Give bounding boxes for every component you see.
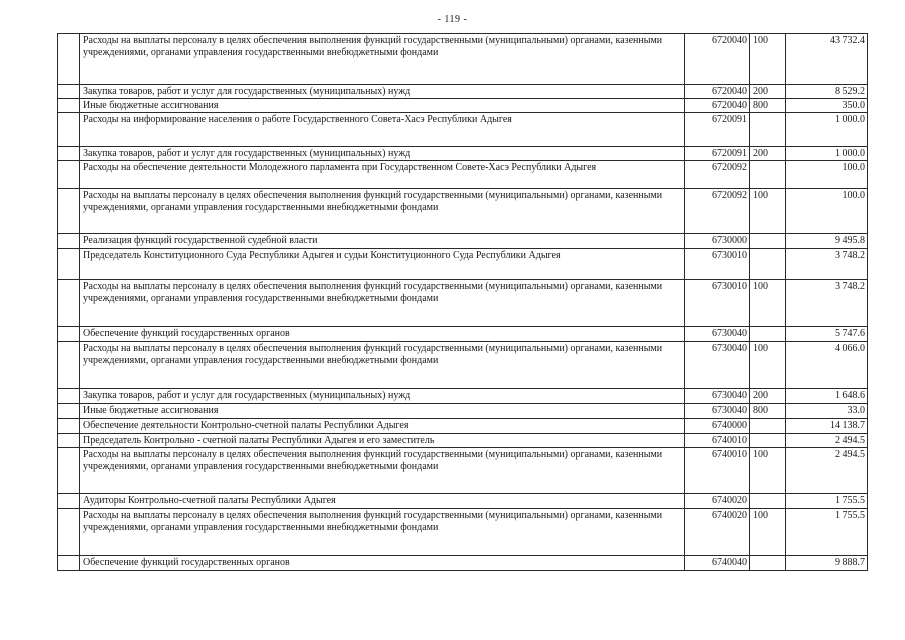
table-row (58, 113, 868, 147)
blank-cell (58, 509, 80, 556)
expense-name: Реализация функций государственной судебной власти (80, 234, 685, 249)
table-row (58, 280, 868, 327)
blank-cell (58, 249, 80, 280)
amount: 1 755.5 (786, 509, 868, 556)
expense-type: 100 (750, 34, 786, 85)
expense-name: Расходы на информирование населения о работе Государственного Совета-Хасэ Республики Адыгея (80, 113, 685, 147)
expense-name: Закупка товаров, работ и услуг для государственных (муниципальных) нужд (80, 389, 685, 404)
expense-type (750, 249, 786, 280)
target-code: 6730010 (685, 249, 750, 280)
amount: 100.0 (786, 161, 868, 189)
target-code: 6730040 (685, 342, 750, 389)
blank-cell (58, 494, 80, 509)
target-code: 6740000 (685, 419, 750, 434)
expense-name: Расходы на выплаты персоналу в целях обеспечения выполнения функций государственными (муниципальными) органами, казенными учреждениями, органами управления государственными внебюджетными фондами (80, 189, 685, 234)
expense-type (750, 327, 786, 342)
expense-name: Расходы на выплаты персоналу в целях обеспечения выполнения функций государственными (муниципальными) органами, казенными учреждениями, органами управления государственными внебюджетными фондами (80, 509, 685, 556)
amount: 350.0 (786, 99, 868, 113)
expense-name: Расходы на выплаты персоналу в целях обеспечения выполнения функций государственными (муниципальными) органами, казенными учреждениями, органами управления государственными внебюджетными фондами (80, 34, 685, 85)
blank-cell (58, 161, 80, 189)
amount: 14 138.7 (786, 419, 868, 434)
target-code: 6720040 (685, 85, 750, 99)
expense-type (750, 556, 786, 571)
blank-cell (58, 99, 80, 113)
target-code: 6730010 (685, 280, 750, 327)
blank-cell (58, 189, 80, 234)
amount: 1 000.0 (786, 113, 868, 147)
expense-type: 200 (750, 85, 786, 99)
amount: 100.0 (786, 189, 868, 234)
table-row (58, 342, 868, 389)
target-code: 6740020 (685, 509, 750, 556)
amount: 3 748.2 (786, 280, 868, 327)
blank-cell (58, 34, 80, 85)
table-row (58, 189, 868, 234)
table-row (58, 448, 868, 494)
table-row (58, 404, 868, 419)
target-code: 6720091 (685, 113, 750, 147)
amount: 1 000.0 (786, 147, 868, 161)
expense-name: Председатель Контрольно - счетной палаты Республики Адыгея и его заместитель (80, 434, 685, 448)
target-code: 6730040 (685, 404, 750, 419)
budget-table (57, 33, 868, 571)
expense-type: 100 (750, 280, 786, 327)
target-code: 6730040 (685, 327, 750, 342)
expense-name: Иные бюджетные ассигнования (80, 99, 685, 113)
expense-name: Иные бюджетные ассигнования (80, 404, 685, 419)
expense-type (750, 161, 786, 189)
amount: 3 748.2 (786, 249, 868, 280)
expense-name: Расходы на выплаты персоналу в целях обеспечения выполнения функций государственными (муниципальными) органами, казенными учреждениями, органами управления государственными внебюджетными фондами (80, 280, 685, 327)
table-row (58, 99, 868, 113)
expense-type (750, 434, 786, 448)
expense-name: Расходы на выплаты персоналу в целях обеспечения выполнения функций государственными (муниципальными) органами, казенными учреждениями, органами управления государственными внебюджетными фондами (80, 448, 685, 494)
target-code: 6740040 (685, 556, 750, 571)
target-code: 6720092 (685, 161, 750, 189)
expense-type: 800 (750, 404, 786, 419)
target-code: 6720091 (685, 147, 750, 161)
expense-type (750, 419, 786, 434)
amount: 1 648.6 (786, 389, 868, 404)
amount: 8 529.2 (786, 85, 868, 99)
amount: 1 755.5 (786, 494, 868, 509)
table-row (58, 147, 868, 161)
amount: 33.0 (786, 404, 868, 419)
blank-cell (58, 280, 80, 327)
blank-cell (58, 448, 80, 494)
blank-cell (58, 404, 80, 419)
page-number: - 119 - (437, 14, 468, 25)
blank-cell (58, 389, 80, 404)
table-row (58, 34, 868, 85)
target-code: 6720040 (685, 99, 750, 113)
expense-name: Обеспечение функций государственных органов (80, 327, 685, 342)
table-row (58, 249, 868, 280)
expense-name: Обеспечение деятельности Контрольно-счетной палаты Республики Адыгея (80, 419, 685, 434)
expense-name: Закупка товаров, работ и услуг для государственных (муниципальных) нужд (80, 147, 685, 161)
expense-type: 100 (750, 448, 786, 494)
target-code: 6730040 (685, 389, 750, 404)
target-code: 6720040 (685, 34, 750, 85)
expense-name: Председатель Конституционного Суда Республики Адыгея и судьи Конституционного Суда Республики Адыгея (80, 249, 685, 280)
expense-type: 200 (750, 147, 786, 161)
expense-type: 100 (750, 189, 786, 234)
amount: 9 888.7 (786, 556, 868, 571)
expense-type (750, 494, 786, 509)
table-row (58, 327, 868, 342)
table-row (58, 434, 868, 448)
expense-type: 100 (750, 342, 786, 389)
expense-type (750, 113, 786, 147)
blank-cell (58, 113, 80, 147)
target-code: 6730000 (685, 234, 750, 249)
table-row (58, 161, 868, 189)
amount: 43 732.4 (786, 34, 868, 85)
expense-name: Обеспечение функций государственных органов (80, 556, 685, 571)
blank-cell (58, 327, 80, 342)
budget-table-body (58, 34, 868, 571)
blank-cell (58, 419, 80, 434)
target-code: 6740010 (685, 434, 750, 448)
table-row (58, 419, 868, 434)
expense-name: Расходы на выплаты персоналу в целях обеспечения выполнения функций государственными (муниципальными) органами, казенными учреждениями, органами управления государственными внебюджетными фондами (80, 342, 685, 389)
table-row (58, 509, 868, 556)
expense-name: Аудиторы Контрольно-счетной палаты Республики Адыгея (80, 494, 685, 509)
amount: 2 494.5 (786, 434, 868, 448)
table-row (58, 556, 868, 571)
table-row (58, 494, 868, 509)
blank-cell (58, 85, 80, 99)
blank-cell (58, 234, 80, 249)
expense-type (750, 234, 786, 249)
blank-cell (58, 434, 80, 448)
amount: 2 494.5 (786, 448, 868, 494)
amount: 5 747.6 (786, 327, 868, 342)
table-row (58, 85, 868, 99)
blank-cell (58, 556, 80, 571)
expense-type: 800 (750, 99, 786, 113)
blank-cell (58, 147, 80, 161)
expense-name: Расходы на обеспечение деятельности Молодежного парламента при Государственном Совете-Хасэ Республики Адыгея (80, 161, 685, 189)
table-row (58, 389, 868, 404)
expense-type: 200 (750, 389, 786, 404)
target-code: 6740010 (685, 448, 750, 494)
amount: 4 066.0 (786, 342, 868, 389)
expense-name: Закупка товаров, работ и услуг для государственных (муниципальных) нужд (80, 85, 685, 99)
target-code: 6740020 (685, 494, 750, 509)
amount: 9 495.8 (786, 234, 868, 249)
target-code: 6720092 (685, 189, 750, 234)
table-row (58, 234, 868, 249)
blank-cell (58, 342, 80, 389)
expense-type: 100 (750, 509, 786, 556)
